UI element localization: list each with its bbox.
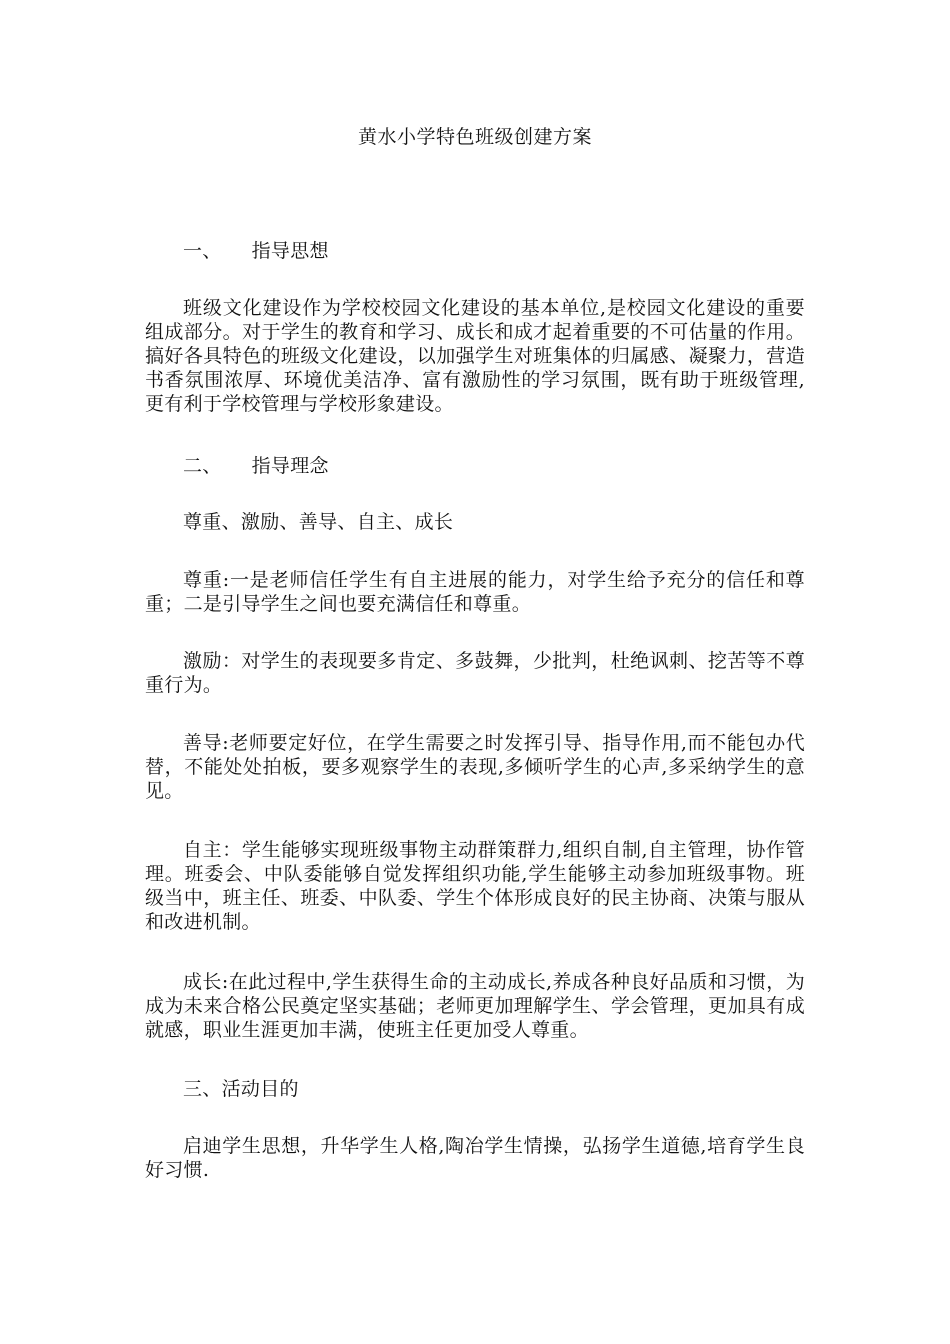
paragraph-activity-purpose: 启迪学生思想，升华学生人格,陶冶学生情操，弘扬学生道德,培育学生良好习惯. <box>145 1135 805 1181</box>
paragraph-growth: 成长:在此过程中,学生获得生命的主动成长,养成各种良好品质和习惯，为成为未来合格公民奠定坚实基础；老师更加理解学生、学会管理，更加具有成就感，职业生涯更加丰满，使班主任更加受人尊重。 <box>145 971 805 1041</box>
section-heading-guiding-thought <box>183 239 329 263</box>
paragraph-respect: 尊重:一是老师信任学生有自主进展的能力，对学生给予充分的信任和尊重；二是引导学生之间也要充满信任和尊重。 <box>145 569 805 615</box>
document-title: 黄水小学特色班级创建方案 <box>357 126 592 148</box>
section-title: 指导思想 <box>251 240 329 262</box>
section-number: 二、 <box>183 455 222 477</box>
paragraph-encourage: 激励：对学生的表现要多肯定、多鼓舞，少批判，杜绝讽刺、挖苦等不尊重行为。 <box>145 650 805 696</box>
section-heading-guiding-concept <box>183 454 329 478</box>
section-title: 指导理念 <box>251 455 329 477</box>
paragraph-concept-summary: 尊重、激励、善导、自主、成长 <box>183 511 454 533</box>
paragraph-guide: 善导:老师要定好位，在学生需要之时发挥引导、指导作用,而不能包办代替，不能处处拍板，要多观察学生的表现,多倾听学生的心声,多采纳学生的意见。 <box>145 732 805 802</box>
section-number: 一、 <box>183 240 222 262</box>
paragraph-autonomy: 自主：学生能够实现班级事物主动群策群力,组织自制,自主管理，协作管理。班委会、中队委能够自觉发挥组织功能,学生能够主动参加班级事物。班级当中，班主任、班委、中队委、学生个体形成良好的民主协商、决策与服从和改进机制。 <box>145 839 805 933</box>
paragraph-guiding-thought: 班级文化建设作为学校校园文化建设的基本单位,是校园文化建设的重要组成部分。对于学生的教育和学习、成长和成才起着重要的不可估量的作用。搞好各具特色的班级文化建设，以加强学生对班集体的归属感、凝聚力，营造书香氛围浓厚、环境优美洁净、富有激励性的学习氛围，既有助于班级管理,更有利于学校管理与学校形象建设。 <box>145 297 805 415</box>
section-heading-activity-purpose: 三、活动目的 <box>183 1078 299 1100</box>
